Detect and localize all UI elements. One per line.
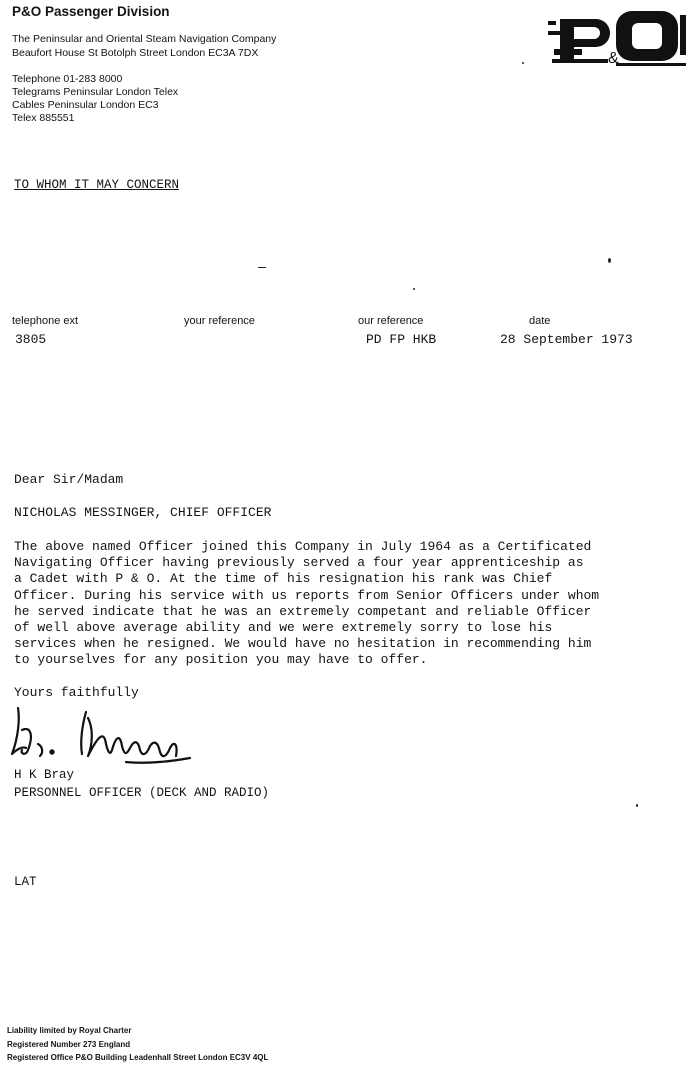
scan-speck — [522, 62, 524, 64]
letter-body — [14, 539, 599, 669]
body-line: a Cadet with P & O. At the time of his resignation his rank was Chief — [14, 571, 553, 587]
signer-name: H K Bray — [14, 768, 75, 782]
body-line: to yourselves for any position you may have to offer. — [14, 652, 428, 668]
contact-block — [12, 73, 178, 125]
our-reference-label: our reference — [358, 315, 424, 327]
company-name: The Peninsular and Oriental Steam Navigation Company — [12, 33, 277, 45]
footer-liability: Liability limited by Royal Charter — [7, 1026, 132, 1035]
footer-registered-office: Registered Office P&O Building Leadenhall Street London EC3V 4QL — [7, 1053, 269, 1062]
signer-title: PERSONNEL OFFICER (DECK AND RADIO) — [14, 786, 270, 800]
svg-text:&: & — [608, 50, 619, 67]
body-line: Navigating Officer having previously served a four year apprenticeship as — [14, 555, 584, 571]
contact-telegrams: Telegrams Peninsular London Telex — [12, 86, 179, 98]
date-label: date — [529, 315, 551, 327]
salutation: Dear Sir/Madam — [14, 472, 124, 487]
signature — [8, 700, 198, 772]
contact-cables: Cables Peninsular London EC3 — [12, 99, 159, 111]
closing: Yours faithfully — [14, 685, 139, 700]
telephone-ext-value: 3805 — [15, 332, 47, 347]
date-value: 28 September 1973 — [500, 332, 633, 347]
telephone-ext-label: telephone ext — [12, 315, 79, 327]
body-line: Officer. During his service with us reports from Senior Officers under whom — [14, 587, 600, 603]
subject-line: TO WHOM IT MAY CONCERN — [14, 178, 180, 192]
body-line: of well above average ability and we were extremely sorry to lose his — [14, 620, 553, 636]
re-line: NICHOLAS MESSINGER, CHIEF OFFICER — [14, 505, 272, 520]
scan-speck — [413, 288, 415, 290]
body-line: services when he resigned. We would have no hesitation in recommending him — [14, 636, 592, 652]
body-line: he served indicate that he was an extremely competant and reliable Officer — [14, 603, 592, 619]
company-address: Beaufort House St Botolph Street London EC3A 7DX — [12, 47, 259, 59]
scan-speck — [608, 258, 611, 263]
footer-registered-number: Registered Number 273 England — [7, 1039, 131, 1049]
contact-telex: Telex 885551 — [12, 112, 75, 124]
your-reference-label: your reference — [184, 315, 255, 327]
footer — [7, 1024, 268, 1065]
our-reference-value: PD FP HKB — [366, 332, 437, 347]
typist-initials: LAT — [14, 875, 37, 889]
contact-telephone: Telephone 01-283 8000 — [12, 73, 123, 85]
company-logo — [548, 5, 690, 67]
body-line: The above named Officer joined this Company in July 1964 as a Certificated — [14, 539, 592, 554]
scan-speck — [258, 267, 266, 268]
division-title: P&O Passenger Division — [12, 4, 170, 19]
scan-speck — [636, 804, 638, 807]
